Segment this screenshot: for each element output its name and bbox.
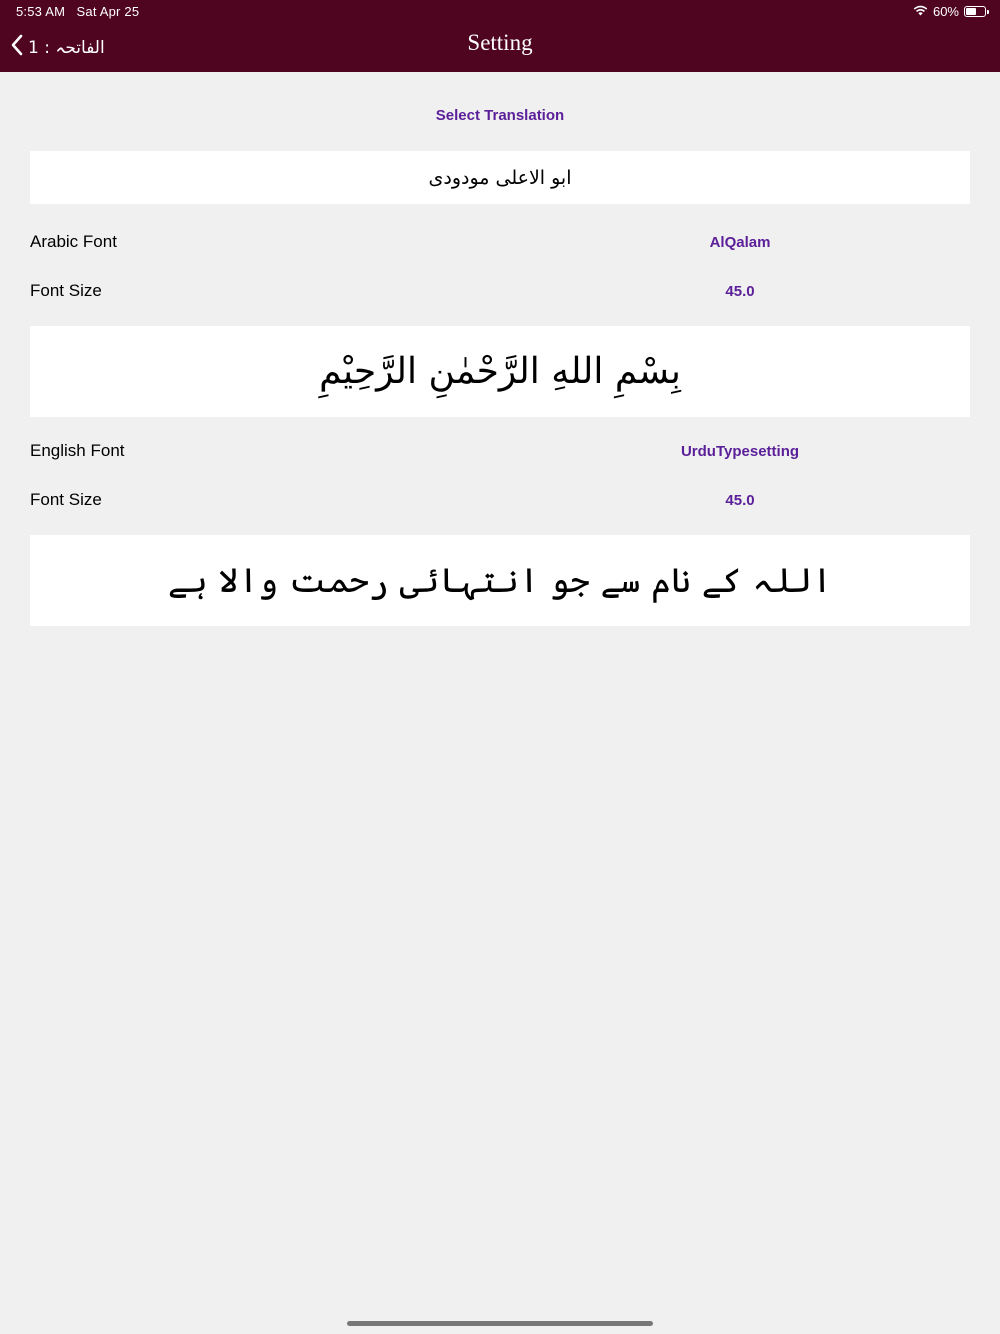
- status-indicators: [913, 4, 986, 19]
- status-time: 5:53 AM: [16, 4, 66, 19]
- wifi-icon: [913, 4, 928, 19]
- english-font-value[interactable]: UrduTypesetting: [680, 443, 800, 460]
- back-label: الفاتحہ : 1: [28, 38, 105, 58]
- english-font-size-label: Font Size: [30, 490, 102, 509]
- status-time-date: [16, 4, 139, 19]
- battery-icon: [964, 6, 986, 17]
- translation-font-preview: اللہ کے نام سے جو انتہائی رحمت والا ہے: [30, 535, 970, 626]
- status-date: Sat Apr 25: [76, 4, 140, 19]
- battery-percent: 60%: [932, 4, 959, 19]
- arabic-font-size-label: Font Size: [30, 281, 102, 300]
- arabic-font-preview: بِسْمِ اللهِ الرَّحْمٰنِ الرَّحِيْمِ: [30, 326, 970, 417]
- home-indicator[interactable]: [347, 1321, 653, 1326]
- arabic-font-value[interactable]: AlQalam: [709, 234, 771, 251]
- english-font-size-value[interactable]: 45.0: [725, 492, 755, 509]
- select-translation-heading: Select Translation: [435, 107, 565, 124]
- battery-level: [966, 8, 976, 15]
- arabic-font-size-value[interactable]: 45.0: [725, 283, 755, 300]
- page-title: Setting: [467, 30, 533, 55]
- arabic-font-label: Arabic Font: [30, 232, 117, 251]
- navigation-bar: [0, 0, 1000, 72]
- english-font-label: English Font: [30, 441, 125, 460]
- translation-selector[interactable]: ابو الاعلی مودودی: [30, 151, 970, 204]
